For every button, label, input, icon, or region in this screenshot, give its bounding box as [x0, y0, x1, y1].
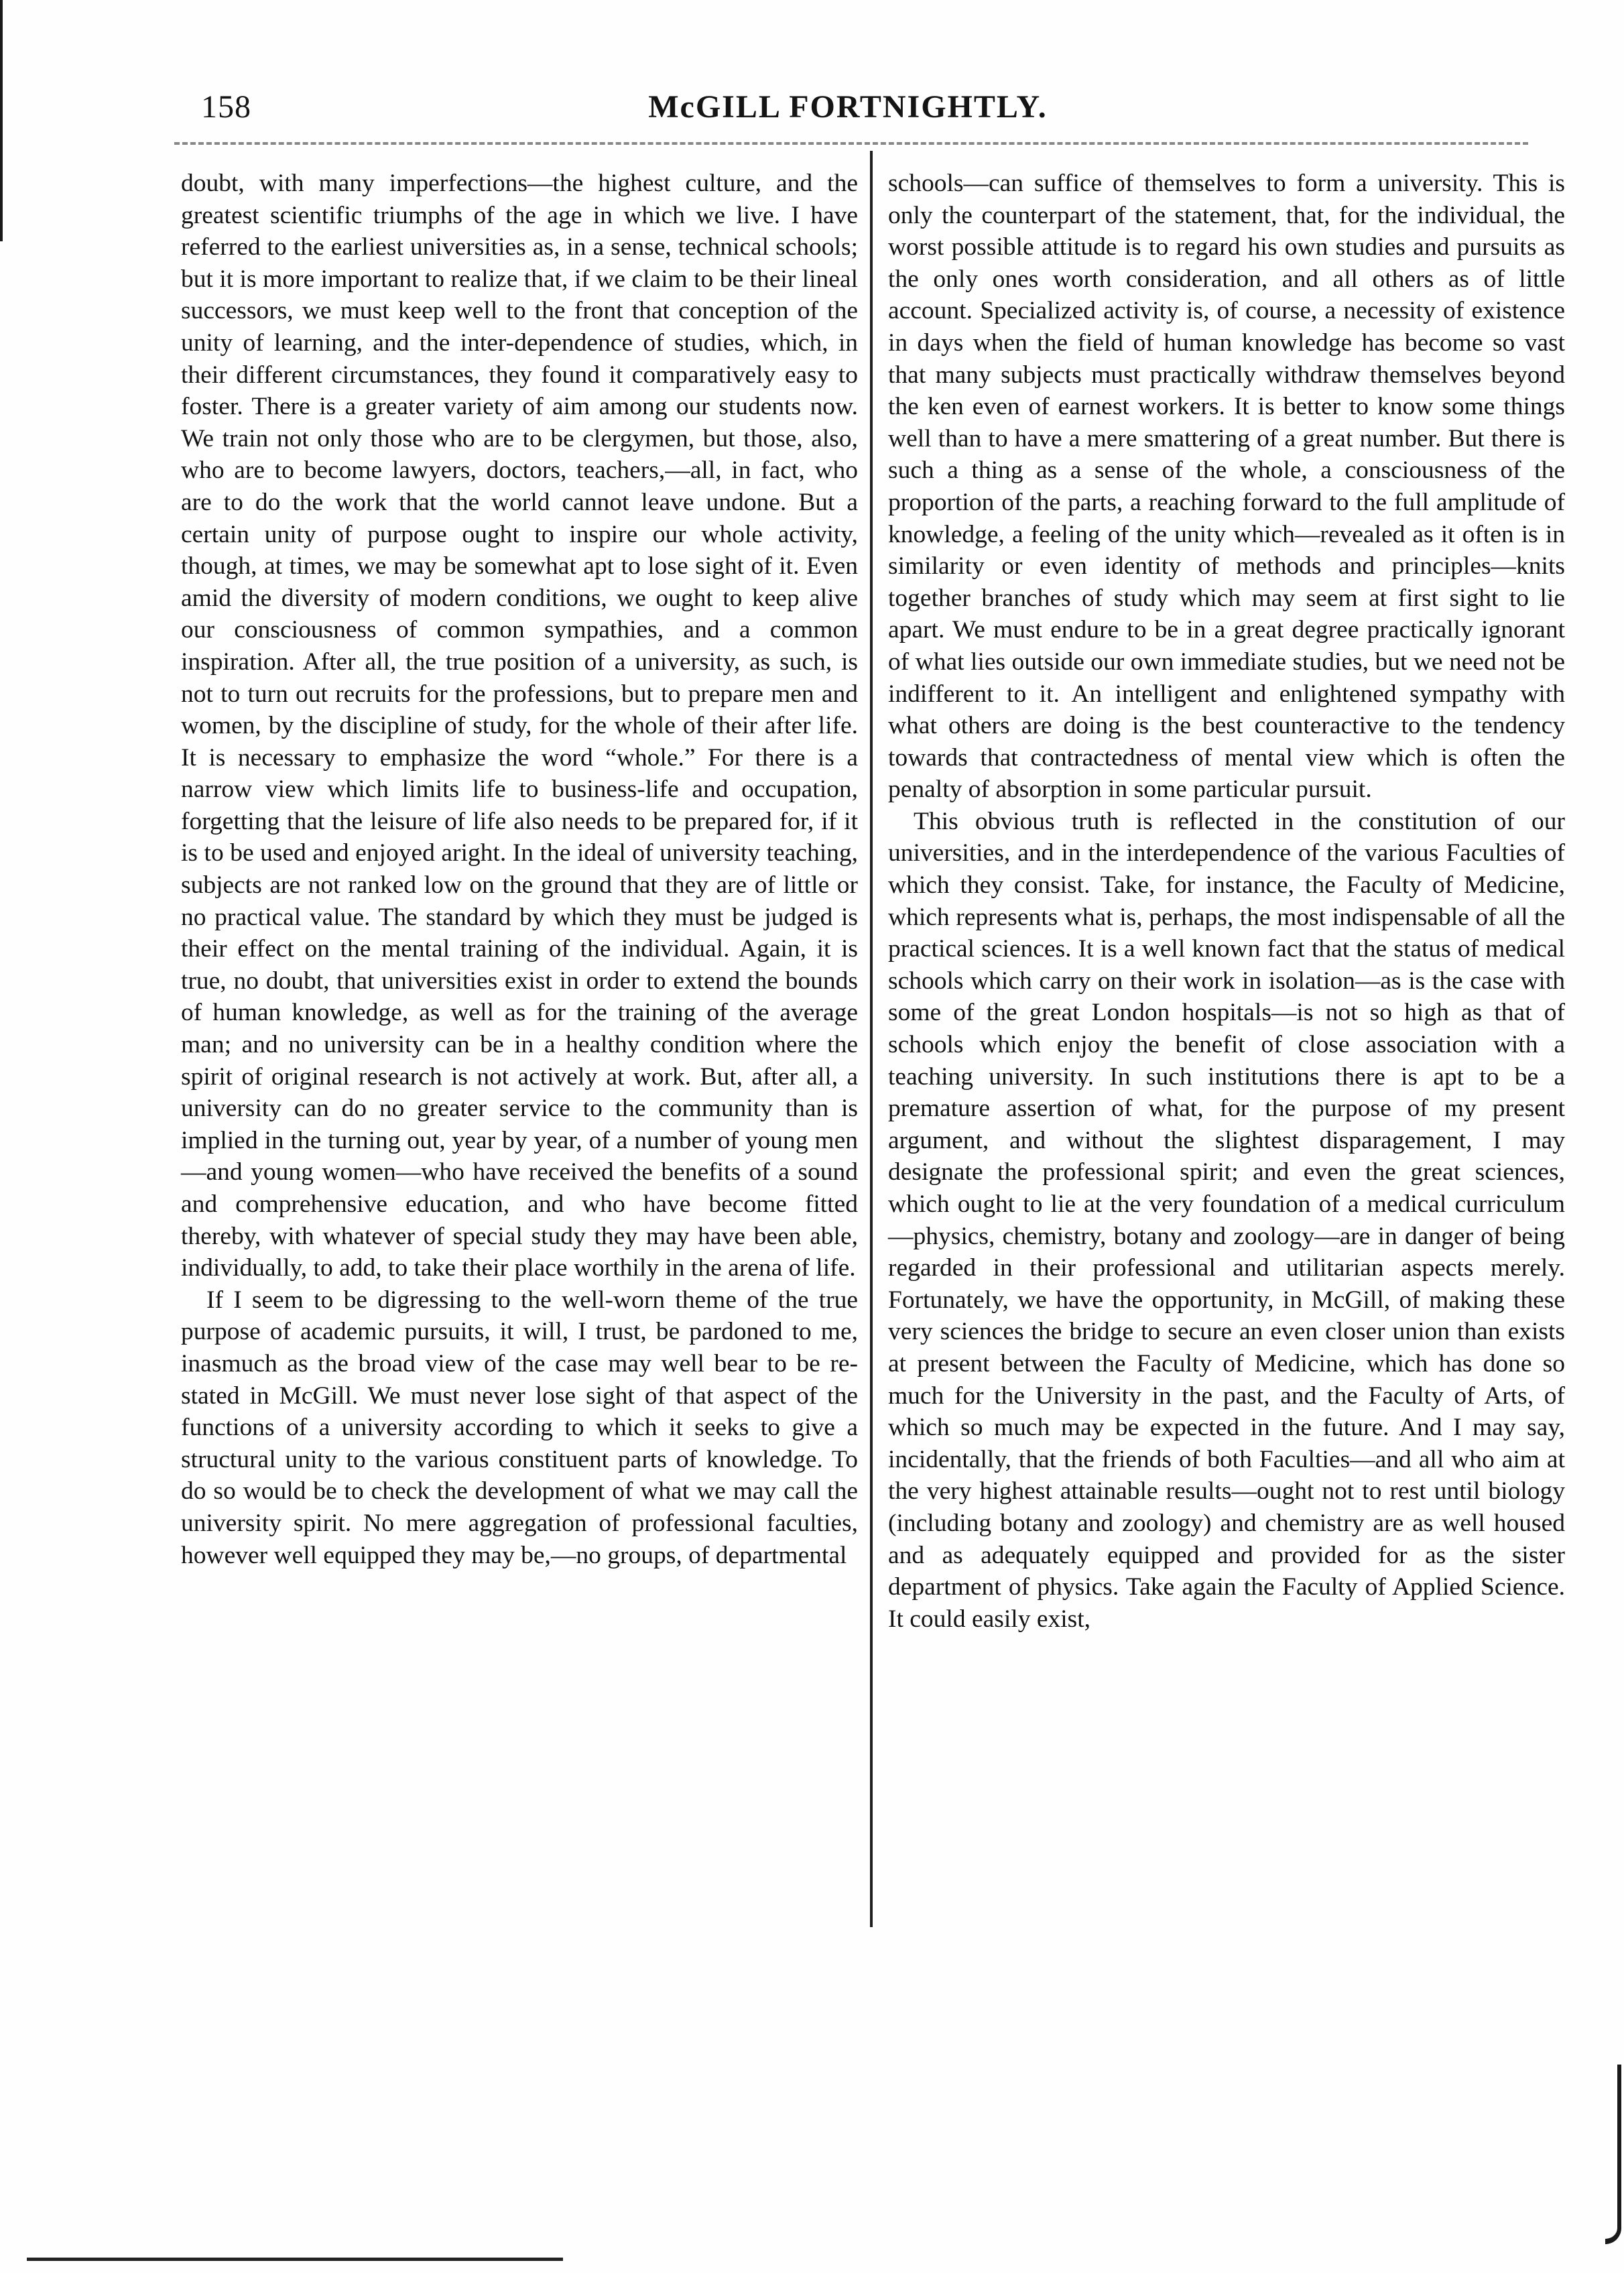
footer-rule	[27, 2258, 563, 2261]
right-column	[888, 168, 1565, 1635]
left-paragraph-2: If I seem to be digressing to the well-worn theme of the true purpose of academic pursuits, it will, I trust, be pardoned to me, inasmuch as the broad view of the case may well bear to be re-stated in McGill. We must never lose sight of that aspect of the functions of a university according to which it seeks to give a structural unity to the various constituent parts of knowledge. To do so would be to check the development of what we may call the university spirit. No mere aggregation of professional faculties, however well equipped they may be,—no groups, of departmental	[181, 1286, 858, 1569]
right-paragraph-1: schools—can suffice of themselves to form a university. This is only the counterpart of the statement, that, for the individual, the worst possible attitude is to regard his own studies and pursuits as the only ones worth consideration, and all others as of little account. Specialized activity is, of course, a necessity of existence in days when the field of human knowledge has become so vast that many subjects must practically withdraw themselves beyond the ken even of earnest workers. It is better to know some things well than to have a mere smattering of a great number. But there is such a thing as a sense of the whole, a consciousness of the proportion of the parts, a reaching forward to the full amplitude of knowledge, a feeling of the unity which—revealed as it often is in similarity or even identity of methods and principles—knits together branches of study which may seem at first sight to lie apart. We must endure to be in a great degree practically ignorant of what lies outside our own immediate studies, but we need not be indifferent to it. An intelligent and enlightened sympathy with what others are doing is the best counteractive to the tendency towards that contractedness of mental view which is often the penalty of absorption in some particular pursuit.	[888, 170, 1565, 804]
page-header	[181, 88, 1515, 142]
column-divider	[870, 151, 873, 1927]
header-rule	[174, 142, 1528, 145]
journal-title: McGILL FORTNIGHTLY.	[648, 89, 1048, 125]
page-number: 158	[201, 89, 251, 125]
right-paragraph-2: This obvious truth is reflected in the constitution of our universities, and in the interdependence of the various Faculties of which they consist. Take, for instance, the Faculty of Medicine, which represents what is, perhaps, the most indispensable of all the practical sciences. It is a well known fact that the status of medical schools which carry on their work in isolation—as is the case with some of the great London hospitals—is not so high as that of schools which enjoy the benefit of close association with a teaching university. In such institutions there is apt to be a premature assertion of what, for the purpose of my present argument, and without the slightest disparagement, I may designate the professional spirit; and even the great sciences, which ought to lie at the very foundation of a medical curriculum—physics, chemistry, botany and zoology—are in danger of being regarded in their professional and utilitarian aspects merely. Fortunately, we have the opportunity, in McGill, of making these very sciences the bridge to secure an even closer union than exists at present between the Faculty of Medicine, which has done so much for the University in the past, and the Faculty of Arts, of which so much may be expected in the future. And I may say, incidentally, that the friends of both Faculties—and all who aim at the very highest attainable results—ought not to rest until biology (including botany and zoology) and chemistry are as well housed and as adequately equipped and provided for as the sister department of physics. Take again the Faculty of Applied Science. It could easily exist,	[888, 807, 1565, 1633]
scan-edge-mark-left	[0, 0, 3, 241]
scan-edge-mark-right	[1605, 2065, 1621, 2244]
left-paragraph-1: doubt, with many imperfections—the highest culture, and the greatest scientific triumphs of the age in which we live. I have referred to the earliest universities as, in a sense, technical schools; but it is more important to realize that, if we claim to be their lineal successors, we must keep well to the front that conception of the unity of learning, and the inter-dependence of studies, which, in their different circumstances, they found it comparatively easy to foster. There is a greater variety of aim among our students now. We train not only those who are to be clergymen, but those, also, who are to become lawyers, doctors, teachers,—all, in fact, who are to do the work that the world cannot leave undone. But a certain unity of purpose ought to inspire our whole activity, though, at times, we may be somewhat apt to lose sight of it. Even amid the diversity of modern conditions, we ought to keep alive our consciousness of common sympathies, and a common inspiration. After all, the true position of a university, as such, is not to turn out recruits for the professions, but to prepare men and women, by the discipline of study, for the whole of their after life. It is necessary to emphasize the word “whole.” For there is a narrow view which limits life to business-life and occupation, forgetting that the leisure of life also needs to be prepared for, if it is to be used and enjoyed aright. In the ideal of university teaching, subjects are not ranked low on the ground that they are of little or no practical value. The standard by which they must be judged is their effect on the mental training of the individual. Again, it is true, no doubt, that universities exist in order to extend the bounds of human knowledge, as well as for the training of the average man; and no university can be in a healthy condition where the spirit of original research is not actively at work. But, after all, a university can do no greater service to the community than is implied in the turning out, year by year, of a number of young men—and young women—who have received the benefits of a sound and comprehensive education, and who have become fitted thereby, with whatever of special study they may have been able, individually, to add, to take their place worthily in the arena of life.	[181, 170, 858, 1282]
left-column	[181, 168, 858, 1571]
